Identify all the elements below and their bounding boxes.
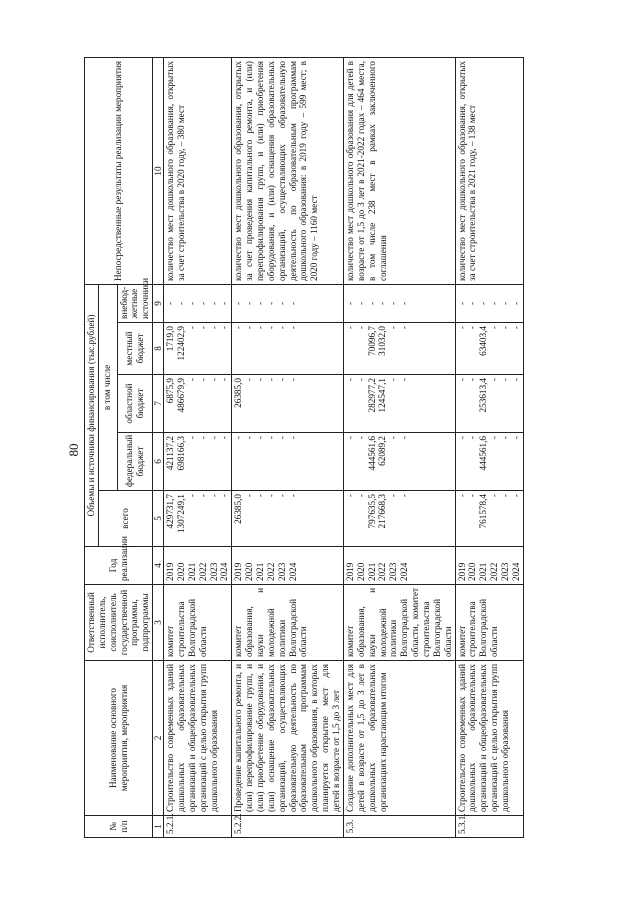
regional-values-value: - <box>489 378 500 382</box>
result-text: количество мест дошкольного образования, открытых за счет строительства в 2020 году, – 380 мест <box>164 58 232 285</box>
header-funding: Объемы и источники финансирования (тыс.рублей) <box>85 285 99 547</box>
years-list-value: 2023 <box>208 562 219 581</box>
executor-name: комитет строительства Волгоградской области <box>455 585 523 661</box>
local-values-value: - <box>186 326 197 330</box>
federal-values-value: - <box>344 436 355 440</box>
local-values-value: 31032,0 <box>377 326 388 356</box>
years-list-value: 2024 <box>510 562 521 581</box>
years-list-value: 2024 <box>399 562 410 581</box>
total-values-value: - <box>186 494 197 498</box>
extra-values-value: - <box>219 301 230 306</box>
years-list-value: 2023 <box>499 562 510 581</box>
column-number: 4 <box>153 547 164 585</box>
local-values-value: - <box>510 326 521 330</box>
years-list <box>232 547 344 585</box>
total-values <box>164 491 232 547</box>
regional-values-value: - <box>456 378 467 382</box>
regional-values-value: - <box>244 378 255 382</box>
federal-values <box>232 433 344 491</box>
regional-values-value: 124547,1 <box>377 378 388 413</box>
years-list-value: 2019 <box>344 562 355 581</box>
result-text: количество мест дошкольного образования для детей в возрасте от 1,5 до 3 лет в 2021-2022 годах – 464 места, в том числе 238 мест в рамках заключенного соглашения <box>343 58 455 285</box>
row-number: 5.2.2. <box>232 816 344 838</box>
executor-name: комитет образования, науки и молодежной политики Волгоградской области, комитет строительства Волгоградской области <box>343 585 455 661</box>
local-values-value: - <box>197 326 208 330</box>
extra-values-value: - <box>186 301 197 306</box>
executor-name: комитет образования, науки и молодежной политики Волгоградской области <box>232 585 344 661</box>
local-values-value: - <box>489 326 500 330</box>
regional-values-value: - <box>255 378 266 382</box>
column-number: 8 <box>153 323 164 375</box>
regional-values-value: - <box>344 378 355 382</box>
extra-values-value: - <box>355 301 366 306</box>
regional-values-value: - <box>197 378 208 382</box>
table-row <box>232 58 344 838</box>
regional-values-value: - <box>388 378 399 382</box>
years-list-value: 2021 <box>478 562 489 581</box>
result-text: количество мест дошкольного образования, открытых за счет строительства в 2021 году, – 138 мест <box>455 58 523 285</box>
extra-values-value: - <box>197 301 208 306</box>
header-name: Наименование основного мероприятия, мероприятия <box>85 661 153 816</box>
regional-values-value: 26385,0 <box>233 378 244 408</box>
local-values-value: - <box>219 326 230 330</box>
extra-values-value: - <box>499 301 510 306</box>
header-executor: Ответственный исполнитель, соисполнитель государственной программы, подпрограммы <box>85 585 153 661</box>
regional-values-value: - <box>287 378 298 382</box>
federal-values-value: - <box>510 436 521 440</box>
column-number: 5 <box>153 491 164 547</box>
local-values-value: - <box>244 326 255 330</box>
local-values-value: 122402,9 <box>176 326 187 361</box>
column-number: 6 <box>153 433 164 491</box>
federal-values-value: - <box>355 436 366 440</box>
regional-values-value: - <box>276 378 287 382</box>
table-body <box>164 58 523 838</box>
years-list-value: 2022 <box>197 562 208 581</box>
regional-values-value: 282977,2 <box>366 378 377 413</box>
total-values-value: - <box>287 494 298 498</box>
regional-values <box>164 375 232 433</box>
extra-values-value: - <box>377 301 388 306</box>
years-list-value: 2020 <box>176 562 187 581</box>
regional-values-value: - <box>265 378 276 382</box>
extra-values-value: - <box>478 301 489 306</box>
extra-values-value: - <box>467 301 478 306</box>
column-number: 9 <box>153 285 164 323</box>
total-values-value: 217668,3 <box>377 494 388 529</box>
local-values-value: 63403,4 <box>478 326 489 356</box>
result-text: количество мест дошкольного образования, открытых за счет проведения капитального ремонта, и (или) перепрофилирования групп, и (или) приобретения оборудования, и (или) оснащения образовательных организаций, осуществляющих образовательную деятельность по образовательным программам дошкольного образования: в 2019 году – 599 мест; в 2020 году – 1160 мест <box>232 58 344 285</box>
local-values <box>164 323 232 375</box>
federal-values-value: - <box>208 436 219 440</box>
years-list <box>164 547 232 585</box>
years-list-value: 2022 <box>265 562 276 581</box>
local-values-value: - <box>388 326 399 330</box>
years-list <box>343 547 455 585</box>
table-row <box>164 58 232 838</box>
regional-values-value: - <box>219 378 230 382</box>
federal-values-value: 698166,3 <box>176 436 187 471</box>
local-values-value: - <box>355 326 366 330</box>
row-number: 5.3.1. <box>455 816 523 838</box>
total-values <box>232 491 344 547</box>
extra-values <box>343 285 455 323</box>
column-number: 1 <box>153 816 164 838</box>
header-local: местный бюджет <box>117 323 153 375</box>
years-list-value: 2019 <box>233 562 244 581</box>
header-row-1 <box>85 58 99 838</box>
federal-values <box>455 433 523 491</box>
header-regional: областной бюджет <box>117 375 153 433</box>
years-list-value: 2024 <box>287 562 298 581</box>
local-values-value: - <box>233 326 244 330</box>
rotated-page-content <box>84 58 554 838</box>
regional-values-value: 253613,4 <box>478 378 489 413</box>
measure-name: Создание дополнительных мест для детей в возрасте от 1,5 до 3 лет в дошкольных образовательных организациях нарастающим итогом <box>343 661 455 816</box>
federal-values-value: 444561,6 <box>366 436 377 471</box>
extra-values-value: - <box>388 301 399 306</box>
local-values-value: - <box>208 326 219 330</box>
years-list-value: 2019 <box>165 562 176 581</box>
total-values-value: 429731,7 <box>165 494 176 529</box>
column-numbers-row <box>153 58 164 838</box>
header-federal: федеральный бюджет <box>117 433 153 491</box>
header-num: № п/п <box>85 816 153 838</box>
years-list-value: 2023 <box>276 562 287 581</box>
years-list-value: 2021 <box>186 562 197 581</box>
extra-values-value: - <box>208 301 219 306</box>
federal-values-value: - <box>197 436 208 440</box>
local-values <box>232 323 344 375</box>
federal-values-value: - <box>255 436 266 440</box>
total-values-value: - <box>388 494 399 498</box>
total-values-value: - <box>355 494 366 498</box>
extra-values-value: - <box>366 301 377 306</box>
years-list-value: 2021 <box>366 562 377 581</box>
federal-values-value: - <box>287 436 298 440</box>
local-values-value: - <box>255 326 266 330</box>
years-list-value: 2019 <box>456 562 467 581</box>
extra-values-value: - <box>176 301 187 306</box>
extra-values-value: - <box>233 301 244 306</box>
federal-values-value: 421137,2 <box>165 436 176 471</box>
extra-values <box>164 285 232 323</box>
extra-values-value: - <box>165 301 176 306</box>
extra-values-value: - <box>255 301 266 306</box>
extra-values-value: - <box>456 301 467 306</box>
executor-name: комитет строительства Волгоградской области <box>164 585 232 661</box>
years-list <box>455 547 523 585</box>
local-values-value: - <box>467 326 478 330</box>
local-values <box>455 323 523 375</box>
years-list-value: 2020 <box>355 562 366 581</box>
federal-values-value: - <box>399 436 410 440</box>
federal-values-value: - <box>499 436 510 440</box>
measure-name: Проведение капитального ремонта, и (или) перепрофилирование групп, и (или) приобретение оборудования, и (или) оснащение образовательных организаций, осуществляющих образовательную деятельность по образовательным программам дошкольного образования, в которых планируется открытие мест для детей в возрасте от 1,5 до 3 лет <box>232 661 344 816</box>
total-values-value: 761578,4 <box>478 494 489 529</box>
total-values-value: - <box>208 494 219 498</box>
federal-values-value: - <box>219 436 230 440</box>
local-values <box>343 323 455 375</box>
local-values-value: - <box>287 326 298 330</box>
federal-values-value: - <box>456 436 467 440</box>
column-number: 10 <box>153 58 164 285</box>
regional-values-value: - <box>186 378 197 382</box>
federal-values-value: - <box>467 436 478 440</box>
years-list-value: 2024 <box>219 562 230 581</box>
regional-values <box>455 375 523 433</box>
regional-values-value: 6875,9 <box>165 378 176 404</box>
row-number: 5.2.1. <box>164 816 232 838</box>
total-values-value: - <box>265 494 276 498</box>
regional-values-value: - <box>510 378 521 382</box>
total-values-value: 1307249,1 <box>176 494 187 534</box>
federal-values-value: - <box>276 436 287 440</box>
extra-values-value: - <box>399 301 410 306</box>
local-values-value: - <box>499 326 510 330</box>
years-list-value: 2022 <box>489 562 500 581</box>
page-number: 80 <box>66 443 81 457</box>
years-list-value: 2023 <box>388 562 399 581</box>
federal-values-value: 444561,6 <box>478 436 489 471</box>
regional-values-value: - <box>208 378 219 382</box>
total-values-value: - <box>344 494 355 498</box>
regional-values <box>232 375 344 433</box>
years-list-value: 2021 <box>255 562 266 581</box>
row-number: 5.3. <box>343 816 455 838</box>
regional-values <box>343 375 455 433</box>
header-total: всего <box>98 491 152 547</box>
federal-values-value: - <box>186 436 197 440</box>
total-values-value: - <box>219 494 230 498</box>
extra-values-value: - <box>489 301 500 306</box>
years-list-value: 2020 <box>467 562 478 581</box>
regional-values-value: - <box>355 378 366 382</box>
header-incl: в том числе <box>98 285 117 491</box>
total-values-value: - <box>456 494 467 498</box>
table-row <box>455 58 523 838</box>
header-results: Непосредственные результаты реализации мероприятия <box>85 58 153 285</box>
total-values-value: - <box>244 494 255 498</box>
measure-name: Строительство современных зданий дошкольных образовательных организаций и общеобразовательных организаций с целью открытия групп дошкольного образования <box>455 661 523 816</box>
regional-values-value: 486679,9 <box>176 378 187 413</box>
total-values <box>455 491 523 547</box>
column-number: 7 <box>153 375 164 433</box>
total-values-value: - <box>489 494 500 498</box>
federal-values-value: - <box>489 436 500 440</box>
total-values-value: - <box>467 494 478 498</box>
header-year: Год реализации <box>85 547 153 585</box>
extra-values <box>232 285 344 323</box>
total-values-value: - <box>399 494 410 498</box>
total-values-value: 797635,5 <box>366 494 377 529</box>
federal-values-value: - <box>265 436 276 440</box>
years-list-value: 2020 <box>244 562 255 581</box>
total-values-value: - <box>510 494 521 498</box>
federal-values-value: - <box>244 436 255 440</box>
federal-values <box>164 433 232 491</box>
regional-values-value: - <box>399 378 410 382</box>
federal-values-value: - <box>233 436 244 440</box>
total-values-value: 26385,0 <box>233 494 244 524</box>
local-values-value: 1719,0 <box>165 326 176 352</box>
regional-values-value: - <box>467 378 478 382</box>
federal-values-value: - <box>388 436 399 440</box>
column-number: 2 <box>153 661 164 816</box>
total-values <box>343 491 455 547</box>
total-values-value: - <box>276 494 287 498</box>
column-number: 3 <box>153 585 164 661</box>
extra-values-value: - <box>287 301 298 306</box>
local-values-value: - <box>265 326 276 330</box>
extra-values-value: - <box>244 301 255 306</box>
extra-values-value: - <box>265 301 276 306</box>
measure-name: Строительство современных зданий дошкольных образовательных организаций и общеобразовательных организаций с целью открытия групп дошкольного образования <box>164 661 232 816</box>
federal-values <box>343 433 455 491</box>
total-values-value: - <box>499 494 510 498</box>
local-values-value: - <box>276 326 287 330</box>
header-extra: внебюд-жетные источники <box>117 285 153 323</box>
local-values-value: 70096,7 <box>366 326 377 356</box>
funding-table <box>84 57 524 838</box>
extra-values-value: - <box>276 301 287 306</box>
extra-values-value: - <box>510 301 521 306</box>
total-values-value: - <box>255 494 266 498</box>
total-values-value: - <box>197 494 208 498</box>
regional-values-value: - <box>499 378 510 382</box>
table-row <box>343 58 455 838</box>
extra-values <box>455 285 523 323</box>
years-list-value: 2022 <box>377 562 388 581</box>
local-values-value: - <box>344 326 355 330</box>
local-values-value: - <box>456 326 467 330</box>
federal-values-value: 62089,2 <box>377 436 388 466</box>
extra-values-value: - <box>344 301 355 306</box>
local-values-value: - <box>399 326 410 330</box>
